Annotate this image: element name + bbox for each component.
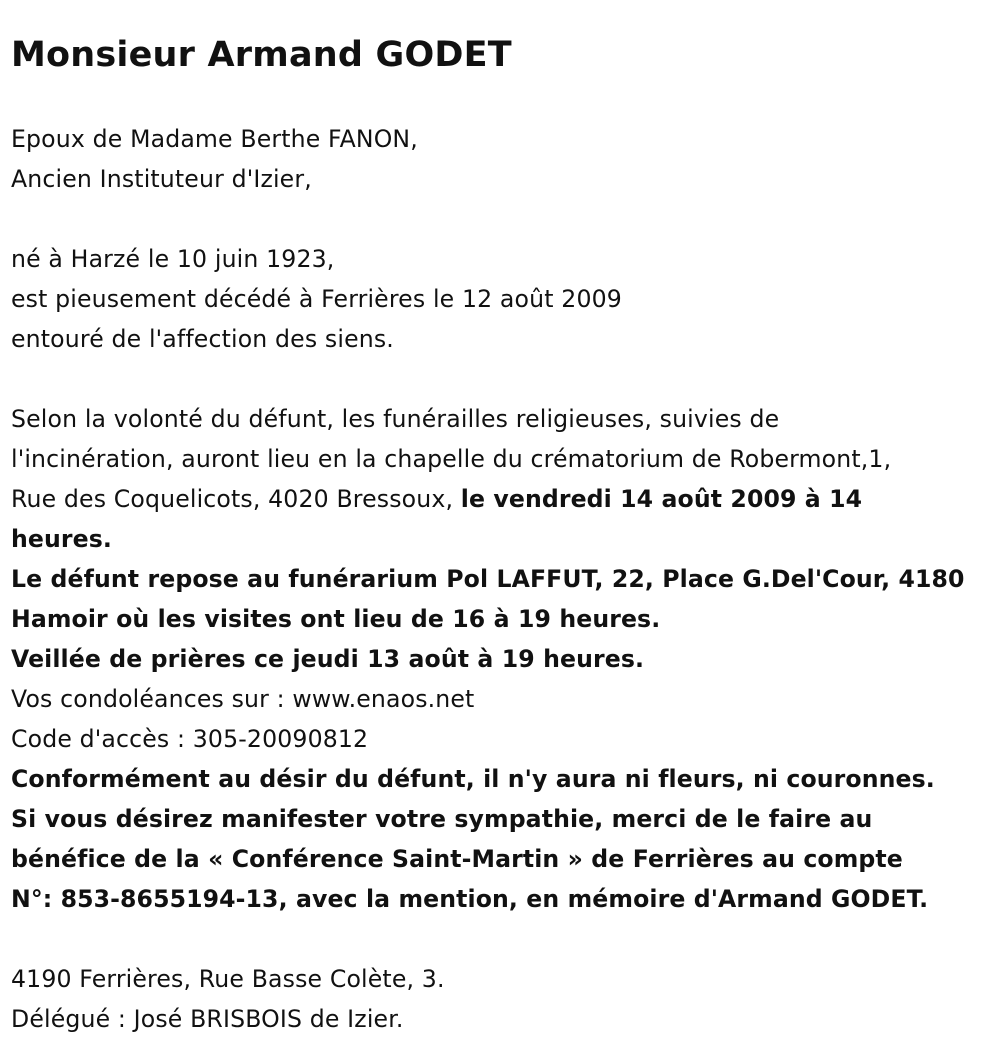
access-code-line: Code d'accès : 305-20090812 bbox=[11, 725, 369, 753]
funeral-line-1: Selon la volonté du défunt, les funérailles religieuses, suivies de bbox=[11, 405, 780, 433]
repose-line-1: Le défunt repose au funérarium Pol LAFFUT, 22, Place G.Del'Cour, 4180 bbox=[11, 565, 965, 593]
profession-line: Ancien Instituteur d'Izier, bbox=[11, 165, 312, 193]
family-line: entouré de l'affection des siens. bbox=[11, 325, 394, 353]
flowers-line-2: Si vous désirez manifester votre sympathie, merci de le faire au bbox=[11, 805, 873, 833]
obituary-text bbox=[11, 119, 990, 1039]
funeral-line-3 bbox=[11, 479, 990, 519]
spouse-line: Epoux de Madame Berthe FANON, bbox=[11, 125, 418, 153]
address-line: 4190 Ferrières, Rue Basse Colète, 3. bbox=[11, 965, 445, 993]
delegate-line: Délégué : José BRISBOIS de Izier. bbox=[11, 1005, 404, 1033]
paragraph-gap bbox=[11, 359, 990, 399]
repose-line-2: Hamoir où les visites ont lieu de 16 à 19 heures. bbox=[11, 605, 661, 633]
deceased-name-title: Monsieur Armand GODET bbox=[11, 35, 512, 75]
funeral-line-4: heures. bbox=[11, 525, 112, 553]
funeral-date-text: le vendredi 14 août 2009 à 14 bbox=[460, 485, 863, 513]
vigil-line: Veillée de prières ce jeudi 13 août à 19 heures. bbox=[11, 645, 645, 673]
paragraph-gap bbox=[11, 199, 990, 239]
death-line: est pieusement décédé à Ferrières le 12 août 2009 bbox=[11, 285, 622, 313]
birth-line: né à Harzé le 10 juin 1923, bbox=[11, 245, 335, 273]
flowers-line-1: Conformément au désir du défunt, il n'y aura ni fleurs, ni couronnes. bbox=[11, 765, 935, 793]
flowers-line-3: bénéfice de la « Conférence Saint-Martin » de Ferrières au compte bbox=[11, 845, 903, 873]
paragraph-gap bbox=[11, 919, 990, 959]
funeral-location-text: Rue des Coquelicots, 4020 Bressoux, bbox=[11, 485, 461, 513]
condolences-line: Vos condoléances sur : www.enaos.net bbox=[11, 685, 475, 713]
flowers-line-4: N°: 853-8655194-13, avec la mention, en mémoire d'Armand GODET. bbox=[11, 885, 929, 913]
funeral-line-2: l'incinération, auront lieu en la chapelle du crématorium de Robermont,1, bbox=[11, 445, 892, 473]
